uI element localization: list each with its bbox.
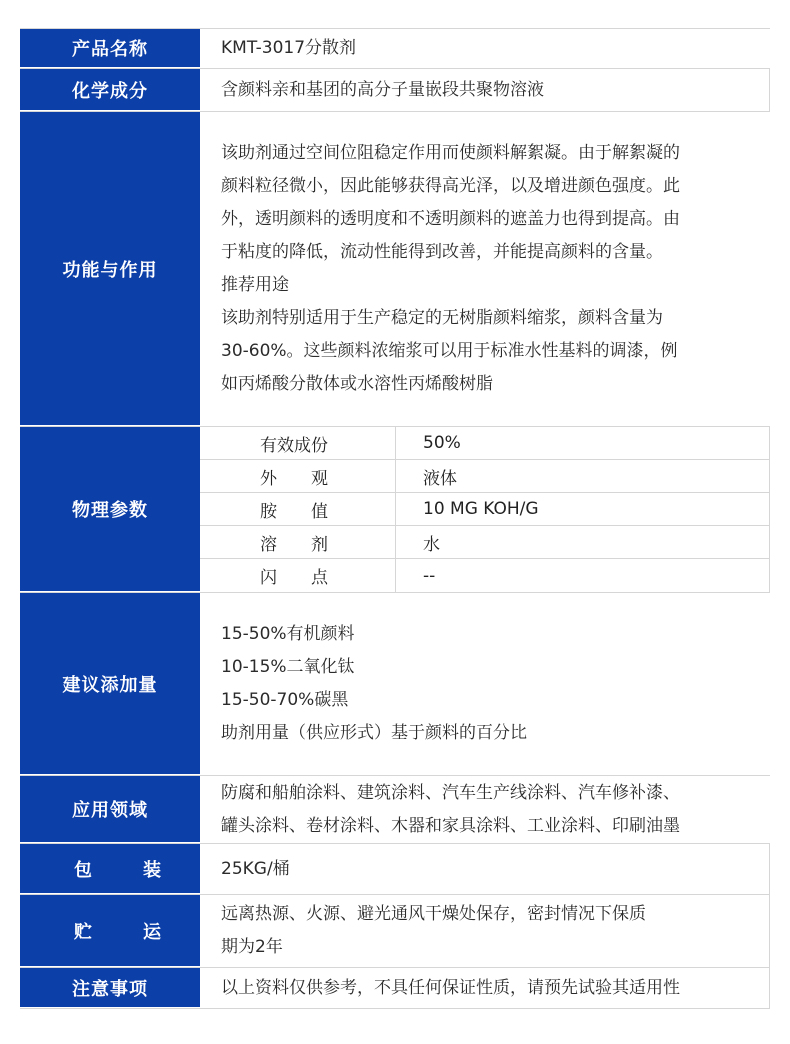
physical-param-row [200,427,769,460]
param-name: 胺 值 [200,493,396,525]
physical-param-row [200,460,769,493]
function-label: 功能与作用 [20,112,200,426]
notice-label: 注意事项 [20,968,200,1008]
function-line: 外，透明颜料的透明度和不透明颜料的遮盖力也得到提高。由 [221,209,680,229]
param-value: 水 [423,534,440,555]
param-name: 溶 剂 [200,526,396,558]
composition-value: 含颜料亲和基团的高分子量嵌段共聚物溶液 [200,69,770,111]
product-name-row [20,28,770,69]
storage-line: 远离热源、火源、避光通风干燥处保存，密封情况下保质 [221,904,646,924]
dosage-line: 15-50%有机颜料 [221,624,355,644]
function-line: 30-60%。这些颜料浓缩浆可以用于标准水性基料的调漆，例 [221,341,678,361]
function-row [20,112,770,427]
function-line: 该助剂特别适用于生产稳定的无树脂颜料缩浆，颜料含量为 [221,308,663,328]
storage-row [20,895,770,968]
physical-param-row [200,559,769,592]
product-name-label: 产品名称 [20,29,200,68]
storage-text [200,895,770,967]
param-value: 10 MG KOH/G [423,499,539,519]
dosage-label: 建议添加量 [20,593,200,775]
package-label: 包 装 [20,844,200,894]
product-name-value: KMT-3017分散剂 [221,38,357,58]
application-row [20,776,770,844]
function-text [200,112,770,426]
physical-params-table [200,427,770,592]
storage-line: 期为2年 [221,937,283,957]
composition-row [20,69,770,112]
dosage-line: 10-15%二氧化钛 [221,657,355,677]
application-text [200,776,770,843]
product-spec-table [20,28,770,1009]
function-line: 如丙烯酸分散体或水溶性丙烯酸树脂 [221,374,493,394]
param-name: 有效成份 [200,427,396,459]
application-line: 防腐和船舶涂料、建筑涂料、汽车生产线涂料、汽车修补漆、 [221,782,680,803]
function-line: 于粘度的降低，流动性能得到改善，并能提高颜料的含量。 [221,242,663,262]
param-name: 闪 点 [200,559,396,592]
application-line: 罐头涂料、卷材涂料、木器和家具涂料、工业涂料、印刷油墨 [221,815,680,836]
storage-label: 贮 运 [20,895,200,967]
physical-label: 物理参数 [20,427,200,592]
param-name: 外 观 [200,460,396,492]
application-label: 应用领域 [20,776,200,843]
dosage-line: 15-50-70%碳黑 [221,690,349,710]
dosage-row [20,593,770,776]
physical-row [20,427,770,593]
dosage-text [200,593,770,775]
param-value: -- [423,565,436,586]
notice-row [20,968,770,1009]
param-value: 50% [423,433,461,453]
package-value: 25KG/桶 [200,844,770,894]
param-value: 液体 [423,468,457,489]
physical-param-row [200,526,769,559]
function-line: 该助剂通过空间位阻稳定作用而使颜料解絮凝。由于解絮凝的 [221,143,680,163]
notice-value: 以上资料仅供参考，不具任何保证性质，请预先试验其适用性 [200,968,770,1008]
package-row [20,844,770,895]
physical-param-row [200,493,769,526]
function-line: 颜料粒径微小，因此能够获得高光泽，以及增进颜色强度。此 [221,176,680,196]
composition-label: 化学成分 [20,69,200,111]
recommended-use-heading: 推荐用途 [221,275,289,295]
dosage-line: 助剂用量（供应形式）基于颜料的百分比 [221,723,527,743]
